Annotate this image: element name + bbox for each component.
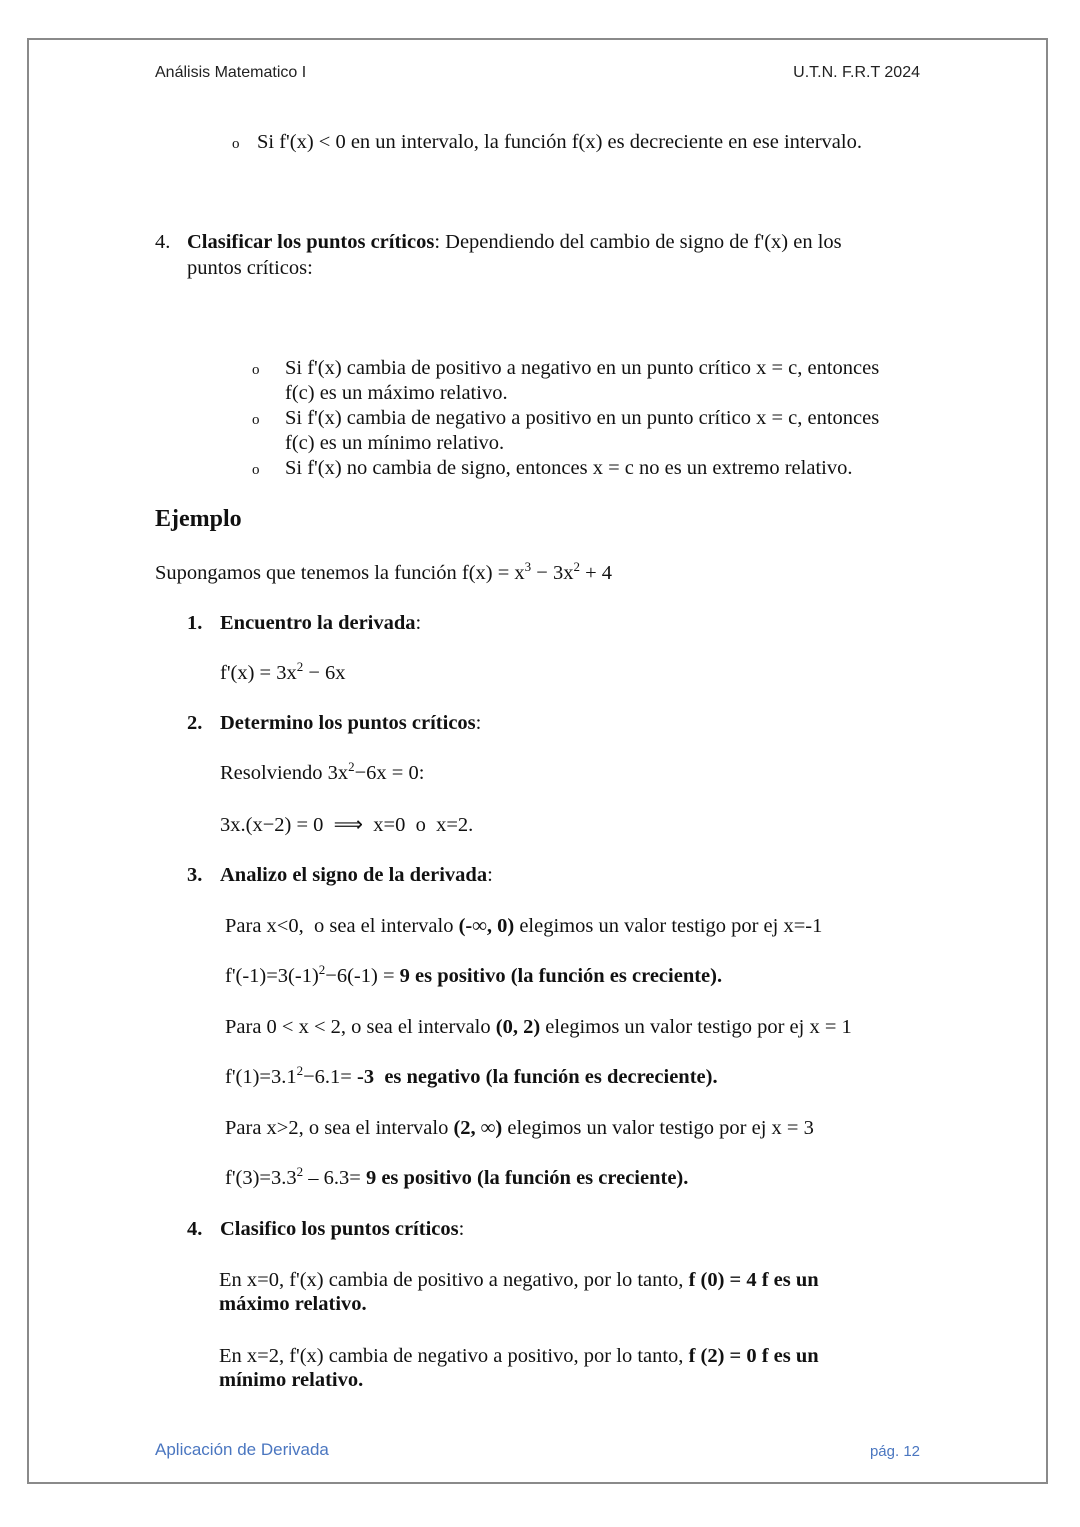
text-line: [187, 256, 313, 280]
bold-text: 9 es positivo (la función es creciente).: [399, 965, 723, 987]
bold-text: (0, 2): [495, 1016, 541, 1038]
bullet-icon: o: [252, 412, 260, 428]
bold-text: máximo relativo.: [219, 1293, 367, 1315]
text-segment: elegimos un valor testigo por ej x=-1: [514, 915, 823, 937]
section-heading: [155, 507, 242, 532]
text-line: [220, 711, 481, 735]
bold-text: -3 es negativo (la función es decreciente).: [357, 1066, 718, 1088]
text-segment: − 3x: [531, 562, 574, 584]
list-number: 3.: [187, 864, 203, 886]
text-segment: Supongamos que tenemos la función f(x) = x: [155, 562, 525, 584]
text-segment: :: [475, 712, 482, 734]
list-number: 1.: [187, 612, 203, 634]
bold-text: Clasificar los puntos críticos: [187, 231, 435, 253]
text-line: [220, 1217, 464, 1241]
text-segment: : Dependiendo del cambio de signo de f'(x) en los: [434, 231, 842, 253]
text-segment: Si f'(x) cambia de positivo a negativo en un punto crítico x = c, entonces: [285, 357, 880, 379]
text-line: [220, 863, 493, 887]
bold-text: f (2) = 0 f es un: [688, 1345, 819, 1367]
text-line: [219, 1344, 819, 1368]
superscript: 3: [524, 559, 532, 574]
bullet-icon: o: [232, 136, 240, 152]
text-line: [219, 1268, 819, 1292]
text-segment: En x=0, f'(x) cambia de positivo a negativo, por lo tanto,: [219, 1269, 689, 1291]
text-line: [285, 456, 852, 480]
text-segment: elegimos un valor testigo por ej x = 3: [502, 1117, 814, 1139]
text-segment: – 6.3=: [303, 1167, 366, 1189]
text-line: [187, 230, 842, 254]
bold-text: (-∞, 0): [458, 915, 515, 937]
bullet-icon: o: [252, 362, 260, 378]
text-line: [225, 1015, 852, 1039]
text-segment: −6.1=: [303, 1066, 357, 1088]
text-segment: :: [487, 864, 493, 886]
text-segment: f'(x) = 3x: [220, 662, 297, 684]
bold-text: 9 es positivo (la función es creciente).: [365, 1167, 689, 1189]
superscript: 2: [318, 962, 326, 977]
text-line: [285, 406, 879, 430]
text-line: [225, 1166, 688, 1190]
bold-text: f (0) = 4 f es un: [688, 1269, 819, 1291]
text-segment: −6x = 0:: [354, 762, 425, 784]
superscript: 2: [296, 1164, 304, 1179]
text-segment: f'(1)=3.1: [225, 1066, 297, 1088]
text-segment: 3x.(x−2) = 0 ⟹ x=0 o x=2.: [220, 814, 474, 836]
header-institution: U.T.N. F.R.T 2024: [793, 64, 920, 81]
text-line: [225, 914, 822, 938]
list-number: 4.: [187, 1218, 203, 1240]
list-number: 4.: [155, 231, 171, 253]
header-course: Análisis Matematico I: [155, 64, 307, 81]
text-segment: puntos críticos:: [187, 257, 313, 279]
footer-title: Aplicación de Derivada: [155, 1440, 329, 1459]
text-segment: Para x<0, o sea el intervalo: [225, 915, 459, 937]
page-number: pág. 12: [869, 1443, 920, 1460]
text-line: [285, 356, 879, 380]
text-line: [225, 1116, 814, 1140]
text-segment: En x=2, f'(x) cambia de negativo a positivo, por lo tanto,: [219, 1345, 689, 1367]
text-line: [155, 561, 612, 585]
text-line: [257, 130, 862, 154]
list-number: 2.: [187, 712, 203, 734]
text-line: [220, 661, 346, 685]
text-line: [220, 813, 473, 837]
text-segment: Si f'(x) < 0 en un intervalo, la función f(x) es decreciente en ese intervalo.: [257, 131, 862, 153]
text-segment: :: [458, 1218, 465, 1240]
text-segment: Para x>2, o sea el intervalo: [225, 1117, 454, 1139]
text-segment: elegimos un valor testigo por ej x = 1: [540, 1016, 852, 1038]
text-segment: f(c) es un máximo relativo.: [285, 382, 508, 404]
text-segment: + 4: [579, 562, 613, 584]
bold-text: Encuentro la derivada: [220, 612, 416, 634]
text-line: [285, 381, 508, 405]
bold-text: (2, ∞): [453, 1117, 503, 1139]
text-segment: Resolviendo 3x: [220, 762, 349, 784]
bold-text: mínimo relativo.: [219, 1369, 364, 1391]
text-line: [225, 1065, 718, 1089]
text-segment: f'(3)=3.3: [225, 1167, 297, 1189]
text-segment: f'(-1)=3(-1): [225, 965, 319, 987]
bold-text: Determino los puntos críticos: [220, 712, 476, 734]
bold-text: Clasifico los puntos críticos: [220, 1218, 459, 1240]
text-segment: Si f'(x) no cambia de signo, entonces x = c no es un extremo relativo.: [285, 457, 853, 479]
text-line: [220, 761, 424, 785]
text-line: [285, 431, 504, 455]
text-segment: Si f'(x) cambia de negativo a positivo en un punto crítico x = c, entonces: [285, 407, 880, 429]
superscript: 2: [348, 759, 355, 774]
bold-text: Analizo el signo de la derivada: [220, 864, 488, 886]
text-line: [219, 1368, 363, 1392]
superscript: 2: [296, 659, 304, 674]
bold-text: Ejemplo: [155, 506, 242, 532]
superscript: 2: [296, 1063, 304, 1078]
text-segment: f(c) es un mínimo relativo.: [285, 432, 505, 454]
text-line: [225, 964, 722, 988]
text-segment: −6(-1) =: [325, 965, 400, 987]
text-line: [219, 1292, 367, 1316]
bullet-icon: o: [252, 462, 260, 478]
superscript: 2: [573, 559, 580, 574]
text-segment: :: [415, 612, 422, 634]
text-segment: Para 0 < x < 2, o sea el intervalo: [225, 1016, 496, 1038]
text-line: [220, 611, 421, 635]
text-segment: − 6x: [303, 662, 346, 684]
